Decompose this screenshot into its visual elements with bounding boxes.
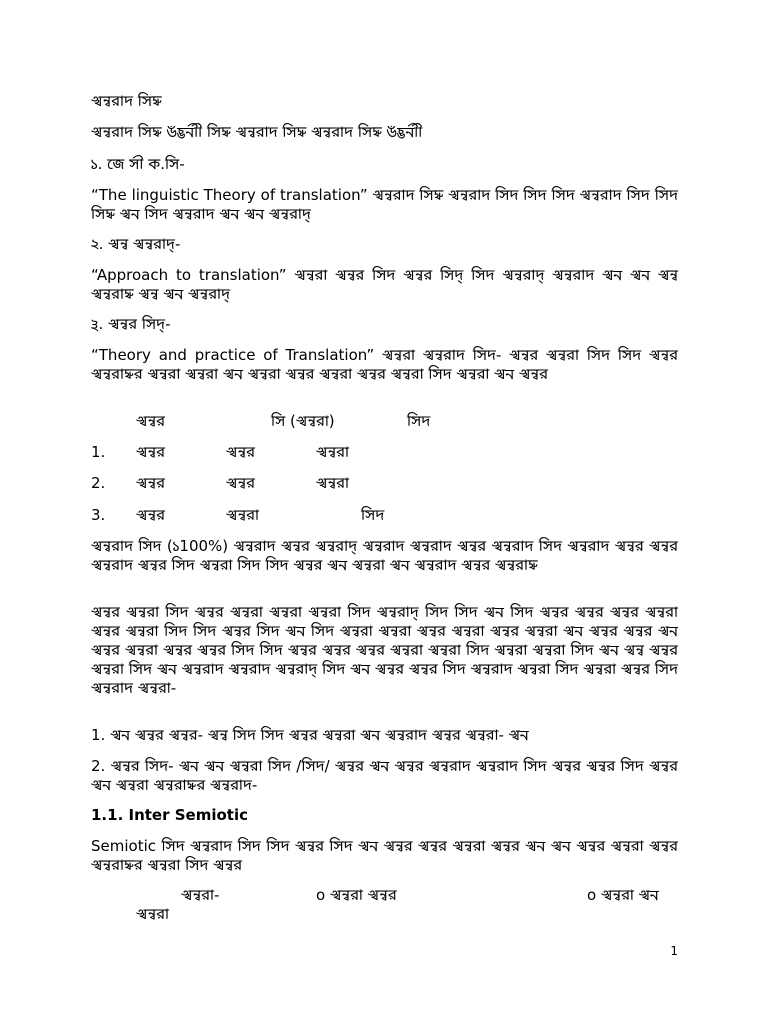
paragraph: 𑒁𑒢𑒳𑒫 𑒁𑒢𑒳𑒫𑒰 𑒮𑒱𑒠 𑒁𑒢𑒳𑒫 𑒁𑒢𑒳𑒫𑒰 𑒁𑒢𑒳𑒫𑒰 𑒁𑒢𑒳𑒫𑒰 𑒮𑒱𑒠 𑒁𑒢𑒳𑒫𑒰𑒠𑓂 𑒮𑒱𑒠 𑒮𑒱𑒠 𑒁𑒢 𑒮𑒱𑒠 𑒁𑒢𑒳𑒫 𑒁𑒢𑒳𑒫 𑒁𑒢𑒳𑒫 𑒁𑒢𑒳𑒫𑒰 𑒁𑒢𑒳𑒫 𑒁𑒢𑒳𑒫𑒰 𑒮𑒱𑒠 𑒮𑒱𑒠 𑒁𑒢𑒳𑒫 𑒮𑒱𑒠 𑒁𑒢 𑒮𑒱𑒠 𑒁𑒢𑒳𑒫𑒰 𑒁𑒢𑒳𑒫𑒰 𑒁𑒢𑒳𑒫 𑒁𑒢𑒳𑒫𑒰 𑒁𑒢𑒳𑒫 𑒁𑒢𑒳𑒫𑒰 𑒁𑒢 𑒁𑒢𑒳𑒫 𑒁𑒢𑒳𑒫 𑒁𑒢 𑒁𑒢𑒳𑒫 𑒁𑒢𑒳𑒫𑒰 𑒁𑒢𑒳𑒫 𑒁𑒢𑒳𑒫 𑒮𑒱𑒠 𑒮𑒱𑒠 𑒁𑒢𑒳𑒫 𑒁𑒢𑒳𑒫 𑒁𑒢𑒳𑒫 𑒁𑒢𑒳𑒫𑒰 𑒁𑒢𑒳𑒫𑒰 𑒮𑒱𑒠 𑒁𑒢𑒳𑒫𑒰 𑒁𑒢𑒳𑒫𑒰 𑒮𑒱𑒠 𑒁𑒢 𑒁𑒢𑒳 𑒁𑒢𑒳𑒫 𑒁𑒢𑒳𑒫𑒰 𑒮𑒱𑒠 𑒁𑒢 𑒁𑒢𑒳𑒫𑒰𑒠 𑒁𑒢𑒳𑒫𑒰𑒠 𑒁𑒢𑒳𑒫𑒰𑒠𑓂 𑒮𑒱𑒠 𑒁𑒢 𑒁𑒢𑒳𑒫 𑒁𑒢𑒳𑒫 𑒮𑒱𑒠 𑒁𑒢𑒳𑒫𑒰𑒠 𑒁𑒢𑒳𑒫𑒰 𑒮𑒱𑒠 𑒁𑒢𑒳𑒫𑒰 𑒁𑒢𑒳𑒫 𑒮𑒱𑒠 𑒁𑒢𑒳𑒫𑒰𑒠 𑒁𑒢𑒳𑒫𑒰- <box>91 603 678 697</box>
list-item: 2. 𑒁𑒢𑒳𑒫 𑒮𑒱𑒠- 𑒁𑒢 𑒁𑒢 𑒁𑒢𑒳𑒫𑒰 𑒮𑒱𑒠 /𑒮𑒱𑒠/ 𑒁𑒢𑒳𑒫 𑒁𑒢 𑒁𑒢𑒳𑒫 𑒁𑒢𑒳𑒫𑒰𑒠 𑒁𑒢𑒳𑒫𑒰𑒠 𑒮𑒱𑒠 𑒁𑒢𑒳𑒫 𑒁𑒢𑒳𑒫 𑒮𑒱𑒠 𑒁𑒢𑒳𑒫 𑒁𑒢 𑒁𑒢𑒳𑒫𑒰 𑒁𑒢𑒳𑒫𑒰𑒠𑓂𑒡𑒫 𑒁𑒢𑒳𑒫𑒰𑒠- <box>91 757 678 794</box>
section-3-body: “Theory and practice of Translation” 𑒁𑒢𑒳𑒫𑒰 𑒁𑒢𑒳𑒫𑒰𑒠 𑒮𑒱𑒠- 𑒁𑒢𑒳𑒫 𑒁𑒢𑒳𑒫𑒰 𑒮𑒱𑒠 𑒮𑒱𑒠 𑒁𑒢𑒳𑒫 𑒁𑒢𑒳𑒫𑒰𑒠𑓂𑒡𑒫 𑒁𑒢𑒳𑒫𑒰 𑒁𑒢𑒳𑒫𑒰 𑒁𑒢 𑒁𑒢𑒳𑒫𑒰 𑒁𑒢𑒳𑒫 𑒁𑒢𑒳𑒫𑒰 𑒁𑒢𑒳𑒫 𑒁𑒢𑒳𑒫𑒰 𑒮𑒱𑒠 𑒁𑒢𑒳𑒫𑒰 𑒁𑒢 𑒁𑒢𑒳𑒫 <box>91 346 678 383</box>
row-number: 1. <box>91 443 106 461</box>
section-heading: 𑒁𑒢𑒳𑒫𑒰𑒠 𑒮𑒱𑒠𑓂𑒡 <box>91 92 162 110</box>
table-cell: 𑒁𑒢𑒳𑒫 <box>136 506 165 524</box>
table-cell: 𑒁𑒢𑒳𑒫 <box>136 443 165 461</box>
section-1-body: “The linguistic Theory of translation” 𑒁𑒢𑒳𑒫𑒰𑒠 𑒮𑒱𑒠𑓂𑒡 𑒁𑒢𑒳𑒫𑒰𑒠 𑒮𑒱𑒠 𑒮𑒱𑒠 𑒮𑒱𑒠 𑒁𑒢𑒳𑒫𑒰𑒠 𑒮𑒱𑒠 𑒮𑒱𑒠 𑒮𑒱𑒠𑓂𑒡 𑒁𑒢 𑒮𑒱𑒠 𑒁𑒢𑒳𑒫𑒰𑒠 𑒁𑒢 𑒁𑒢 𑒁𑒢𑒳𑒫𑒰𑒠𑓂 <box>91 186 678 223</box>
bullet-line <box>91 886 691 905</box>
bullet-line <box>91 905 691 924</box>
table-header-cell: 𑒮𑒱 (𑒁𑒢𑒳𑒫𑒰) <box>271 412 335 430</box>
table-cell: 𑒁𑒢𑒳𑒫𑒰 <box>316 474 349 492</box>
table-header-row <box>91 412 691 431</box>
intro-line: 𑒁𑒢𑒳𑒫𑒰𑒠 𑒮𑒱𑒠𑓂𑒡 𑒅𑒕𑒢𑒲𑒲 𑒮𑒱𑒠𑓂𑒡 𑒁𑒢𑒳𑒫𑒰𑒠 𑒮𑒱𑒠𑓂𑒡 𑒁𑒢𑒳𑒫𑒰𑒠 𑒮𑒱𑒠𑓂𑒡 𑒅𑒕𑒢𑒲𑒲 <box>91 123 423 141</box>
section-2-body: “Approach to translation” 𑒁𑒢𑒳𑒫𑒰 𑒁𑒢𑒳𑒫 𑒮𑒱𑒠 𑒁𑒢𑒳𑒫 𑒮𑒱𑒠𑓂 𑒮𑒱𑒠 𑒁𑒢𑒳𑒫𑒰𑒠𑓂 𑒁𑒢𑒳𑒫𑒰𑒠 𑒁𑒢 𑒁𑒢 𑒁𑒢𑒳 𑒁𑒢𑒳𑒫𑒰𑒠𑓂𑒡 𑒁𑒢𑒳 𑒁𑒢 𑒁𑒢𑒳𑒫𑒰𑒠𑓂 <box>91 266 678 303</box>
section-3-heading: 𑓓. 𑒁𑒢𑒳𑒫 𑒮𑒱𑒠𑓂- <box>91 315 171 333</box>
list-item: 1. 𑒁𑒢 𑒁𑒢𑒳𑒫 𑒁𑒢𑒳𑒫- 𑒁𑒢𑒳 𑒮𑒱𑒠 𑒮𑒱𑒠 𑒁𑒢𑒳𑒫 𑒁𑒢𑒳𑒫𑒰 𑒁𑒢 𑒁𑒢𑒳𑒫𑒰𑒠 𑒁𑒢𑒳𑒫 𑒁𑒢𑒳𑒫𑒰- 𑒁𑒢 <box>91 726 529 744</box>
bullet-item: o 𑒁𑒢𑒳𑒫𑒰 𑒁𑒢𑒳𑒫 <box>316 886 397 904</box>
bullet-item: o 𑒁𑒢𑒳𑒫𑒰 𑒁𑒢 <box>587 886 659 904</box>
bullet-label: 𑒁𑒢𑒳𑒫𑒰- <box>181 886 220 904</box>
paragraph: Semiotic 𑒮𑒱𑒠 𑒁𑒢𑒳𑒫𑒰𑒠 𑒮𑒱𑒠 𑒮𑒱𑒠 𑒁𑒢𑒳𑒫 𑒮𑒱𑒠 𑒁𑒢 𑒁𑒢𑒳𑒫 𑒁𑒢𑒳𑒫 𑒁𑒢𑒳𑒫𑒰 𑒁𑒢𑒳𑒫 𑒁𑒢 𑒁𑒢 𑒁𑒢𑒳𑒫 𑒁𑒢𑒳𑒫𑒰 𑒁𑒢𑒳𑒫 𑒁𑒢𑒳𑒫𑒰𑒠𑓂𑒡𑒫 𑒁𑒢𑒳𑒫𑒰 𑒮𑒱𑒠 𑒁𑒢𑒳𑒫 <box>91 837 678 874</box>
table-cell: 𑒁𑒢𑒳𑒫𑒰 <box>316 443 349 461</box>
row-number: 3. <box>91 506 106 524</box>
section-1-heading: 𑓑. 𑒖𑒹 𑒮𑒲 𑒏.𑒮𑒱- <box>91 155 185 173</box>
table-cell: 𑒁𑒢𑒳𑒫 <box>226 474 255 492</box>
table-row <box>91 474 691 493</box>
table-cell: 𑒁𑒢𑒳𑒫 <box>136 474 165 492</box>
table-header-cell: 𑒁𑒢𑒳𑒫 <box>136 412 165 430</box>
bullet-continuation: 𑒁𑒢𑒳𑒫𑒰 <box>136 905 169 923</box>
table-header-cell: 𑒮𑒱𑒠 <box>407 412 431 430</box>
table-cell: 𑒮𑒱𑒠 <box>361 506 385 524</box>
table-cell: 𑒁𑒢𑒳𑒫 <box>226 443 255 461</box>
subsection-heading: 1.1. Inter Semiotic <box>91 806 248 824</box>
section-2-heading: 𑓒. 𑒁𑒢𑒳 𑒁𑒢𑒳𑒫𑒰𑒠𑓂- <box>91 235 181 253</box>
table-row <box>91 506 691 525</box>
paragraph: 𑒁𑒢𑒳𑒫𑒰𑒠 𑒮𑒱𑒠 (𑓑100%) 𑒁𑒢𑒳𑒫𑒰𑒠 𑒁𑒢𑒳𑒫 𑒁𑒢𑒳𑒫𑒰𑒠𑓂 𑒁𑒢𑒳𑒫𑒰𑒠 𑒁𑒢𑒳𑒫𑒰𑒠 𑒁𑒢𑒳𑒫 𑒁𑒢𑒳𑒫𑒰𑒠 𑒮𑒱𑒠 𑒁𑒢𑒳𑒫𑒰𑒠 𑒁𑒢𑒳𑒫 𑒁𑒢𑒳𑒫 𑒁𑒢𑒳𑒫𑒰𑒠 𑒁𑒢𑒳𑒫 𑒮𑒱𑒠 𑒁𑒢𑒳𑒫𑒰 𑒮𑒱𑒠 𑒮𑒱𑒠 𑒁𑒢𑒳𑒫 𑒁𑒢 𑒁𑒢𑒳𑒫𑒰 𑒁𑒢 𑒁𑒢𑒳𑒫𑒰𑒠 𑒁𑒢𑒳𑒫 𑒁𑒢𑒳𑒫𑒰𑒠𑓂𑒡 <box>91 537 678 574</box>
page-number: 1 <box>670 944 678 958</box>
row-number: 2. <box>91 474 106 492</box>
table-row <box>91 443 691 462</box>
table-cell: 𑒁𑒢𑒳𑒫𑒰 <box>226 506 259 524</box>
